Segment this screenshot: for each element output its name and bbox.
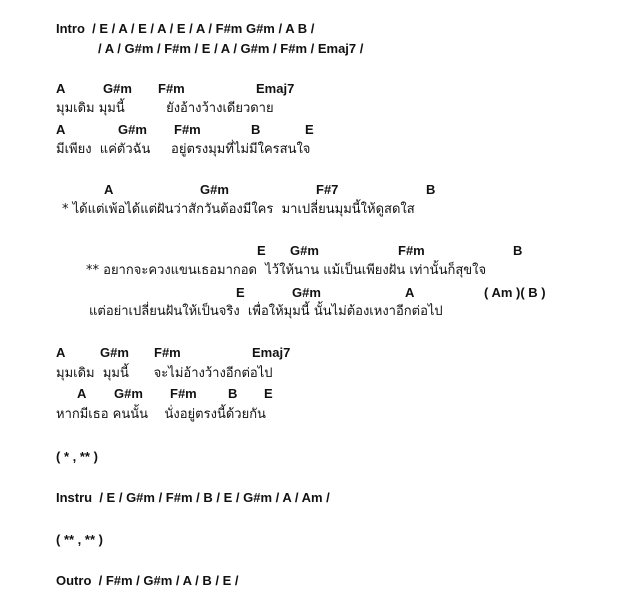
lyric-line: ** อยากจะควงแขนเธอมากอด ไว้ให้นาน แม้เป็นเพียงฝัน เท่านั้นก็สุขใจ — [86, 263, 487, 278]
repeat-marker: ( * , ** ) — [56, 449, 98, 464]
lyric-line: หากมีเธอ คนนั้น นั่งอยู่ตรงนี้ด้วยกัน — [56, 407, 266, 422]
chord: F#7 — [316, 182, 339, 197]
repeat-marker: ( ** , ** ) — [56, 532, 103, 547]
chord: G#m — [118, 122, 147, 137]
chord: G#m — [290, 243, 319, 258]
chord: B — [426, 182, 436, 197]
chord: G#m — [103, 81, 132, 96]
chord: G#m — [100, 345, 129, 360]
chord: G#m — [200, 182, 229, 197]
chord: G#m — [292, 285, 321, 300]
lyric-line: * ได้แต่เพ้อได้แต่ฝันว่าสักวันต้องมีใคร มาเปลี่ยนมุมนี้ให้ดูสดใส — [62, 202, 415, 217]
chord: G#m — [114, 386, 143, 401]
chord: Emaj7 — [252, 345, 291, 360]
chord: E — [264, 386, 273, 401]
intro-line-1: Intro / E / A / E / A / E / A / F#m G#m / A B / — [56, 21, 315, 36]
outro-line: Outro / F#m / G#m / A / B / E / — [56, 573, 239, 588]
lyric-line: มุมเดิม มุมนี้ ยังอ้างว้างเดียวดาย — [56, 101, 274, 116]
chord: A — [56, 122, 66, 137]
chord: Emaj7 — [256, 81, 295, 96]
instru-line: Instru / E / G#m / F#m / B / E / G#m / A / Am / — [56, 490, 330, 505]
chord: A — [56, 81, 66, 96]
chord: F#m — [174, 122, 201, 137]
lyric-line: มีเพียง แค่ตัวฉัน อยู่ตรงมุมที่ไม่มีใครสนใจ — [56, 142, 311, 157]
chord: B — [513, 243, 523, 258]
chord: E — [236, 285, 245, 300]
chord: F#m — [158, 81, 185, 96]
chord: A — [104, 182, 114, 197]
chord: F#m — [154, 345, 181, 360]
chord: B — [228, 386, 238, 401]
chord: ( Am )( B ) — [484, 285, 546, 300]
chord: A — [77, 386, 87, 401]
chord: E — [305, 122, 314, 137]
lyric-line: แต่อย่าเปลี่ยนฝันให้เป็นจริง เพื่อให้มุมนี้ นั้นไม่ต้องเหงาอีกต่อไป — [89, 304, 443, 319]
intro-line-2: / A / G#m / F#m / E / A / G#m / F#m / Emaj7 / — [98, 41, 364, 56]
chord: B — [251, 122, 261, 137]
lyric-line: มุมเดิม มุมนี้ จะไม่อ้างว้างอีกต่อไป — [56, 366, 273, 381]
chord: A — [405, 285, 415, 300]
chord: F#m — [170, 386, 197, 401]
chord: E — [257, 243, 266, 258]
chord: F#m — [398, 243, 425, 258]
chord: A — [56, 345, 66, 360]
